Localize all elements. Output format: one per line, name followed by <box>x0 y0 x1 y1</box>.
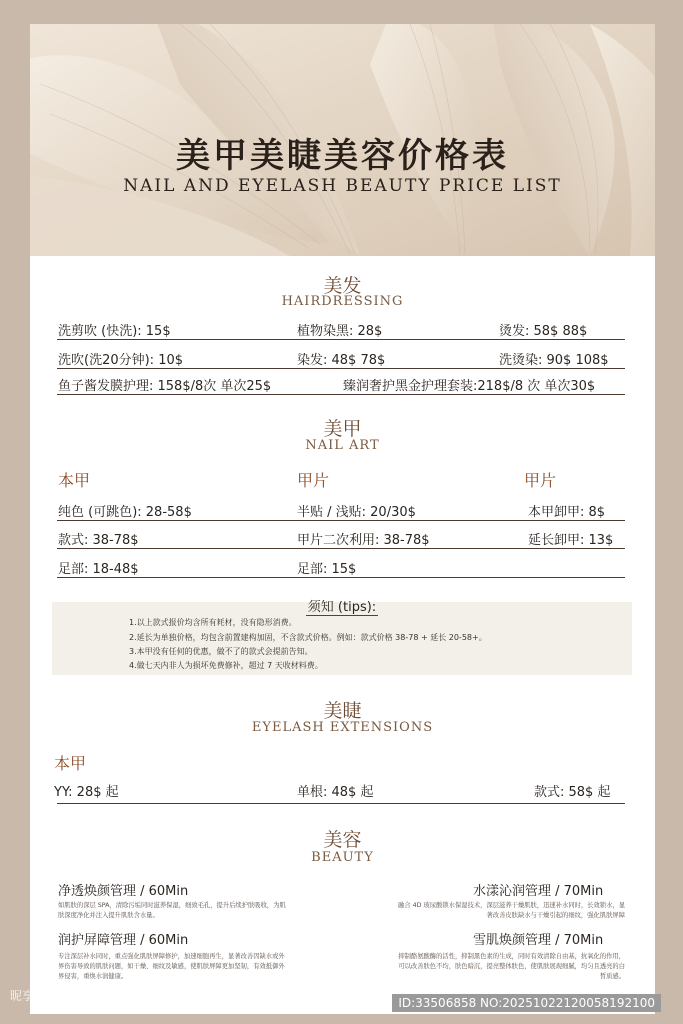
lash-column-head: 本甲 <box>54 754 87 773</box>
lash-title: 美睫 <box>323 700 362 722</box>
tips-title-text: 须知 (tips): <box>307 600 377 615</box>
watermark-id: ID:33506858 NO:20251022120058192100 <box>392 994 661 1012</box>
beauty-title: 美容 <box>323 829 362 851</box>
beauty-service-name: 净透焕颜管理 / 60Min <box>58 884 189 899</box>
divider <box>57 577 625 578</box>
divider <box>57 520 625 521</box>
divider <box>57 803 625 804</box>
hair-item: 洗吹(洗20分钟): 10$ <box>58 353 184 368</box>
nail-item: 延长卸甲: 13$ <box>528 533 614 548</box>
divider <box>57 548 625 549</box>
hair-item: 洗烫染: 90$ 108$ <box>499 353 609 368</box>
nail-item: 本甲卸甲: 8$ <box>528 505 606 520</box>
watermark-logo <box>10 985 131 1005</box>
divider <box>57 339 625 340</box>
tip-item: 3.本甲没有任何的优惠，做不了的款式会提前告知。 <box>129 647 313 656</box>
beauty-service-desc: 专注深层补水同时，重点强化肌肤屏障修护，加速细胞再生，显著改善因缺水或外界伤害导致的肌肤问题，如干燥、细纹及敏感，使肌肤屏障更加坚韧，有效抵御外界侵害，重焕水润健康。 <box>58 953 285 980</box>
hero-banner <box>30 24 655 256</box>
tip-item: 1.以上款式报价均含所有耗材，没有隐形消费。 <box>129 618 297 627</box>
tips-box <box>52 602 632 675</box>
nail-item: 足部: 15$ <box>297 562 357 577</box>
hair-item: 植物染黑: 28$ <box>297 324 383 339</box>
nail-item: 半贴 / 浅贴: 20/30$ <box>297 505 416 520</box>
divider <box>57 368 625 369</box>
hair-title: 美发 <box>323 275 362 297</box>
nail-item: 款式: 38-78$ <box>58 533 139 548</box>
nail-item: 纯色 (可跳色): 28-58$ <box>58 505 192 520</box>
tip-item: 4.做七天内非人为损坏免费修补，超过 7 天收材料费。 <box>129 661 323 670</box>
lash-item: 款式: 58$ 起 <box>534 785 611 800</box>
hair-subtitle: HAIRDRESSING <box>281 294 404 309</box>
nail-column-head: 本甲 <box>58 471 91 490</box>
lash-item: 单根: 48$ 起 <box>297 785 374 800</box>
watermark-url: www.nipic.cn <box>51 989 131 1003</box>
tip-item: 2.延长为单独价格，均包含前置建构加固，不含款式价格。例如：款式价格 38-78 + 延长 20-58+。 <box>129 633 487 642</box>
beauty-service-name: 润护屏障管理 / 60Min <box>58 933 189 948</box>
beauty-service-desc: 抑制酪氨酸酶的活性，抑制黑色素的生成，同时有效清除自由基，抗氧化的作用，可以改善肤色不均，肤色暗沉，提亮整体肤色，使肌肤展现细腻，均匀且透亮的白皙质感。 <box>398 953 625 980</box>
hair-item: 臻润奢护黑金护理套装:218$/8 次 单次30$ <box>343 379 596 394</box>
nail-column-head: 甲片 <box>524 471 557 490</box>
beauty-service-name: 雪肌焕颜管理 / 70Min <box>473 933 604 948</box>
nail-item: 足部: 18-48$ <box>58 562 139 577</box>
nail-title: 美甲 <box>323 418 362 440</box>
lash-item: YY: 28$ 起 <box>54 785 119 800</box>
nail-item: 甲片二次利用: 38-78$ <box>297 533 430 548</box>
beauty-service-desc: 融合 4D 玻尿酸锁水保湿技术，深层滋养干燥肌肤，迅速补水同时，长效锁水，显著改善皮肤缺水与干燥引起的细纹，强化肌肤屏障 <box>398 902 625 919</box>
watermark-logo-text: 昵享网 <box>10 989 47 1003</box>
hair-item: 鱼子酱发膜护理: 158$/8次 单次25$ <box>58 379 272 394</box>
nail-column-head: 甲片 <box>297 471 330 490</box>
page-title: 美甲美睫美容价格表 <box>176 136 509 176</box>
nail-subtitle: NAIL ART <box>305 438 380 453</box>
tips-title <box>52 596 632 615</box>
beauty-service-desc: 如肌肤的深层 SPA，清除污垢同时滋养保湿，细致毛孔，提升后续护肤吸收，为肌肤深度净化并注入提升肌肤含水量。 <box>58 902 286 919</box>
divider <box>57 394 625 395</box>
hair-item: 洗剪吹 (快洗): 15$ <box>58 324 171 339</box>
beauty-service-name: 水漾沁润管理 / 70Min <box>473 884 604 899</box>
page-subtitle: NAIL AND EYELASH BEAUTY PRICE LIST <box>123 176 562 196</box>
hair-item: 烫发: 58$ 88$ <box>499 324 588 339</box>
hair-item: 染发: 48$ 78$ <box>297 353 386 368</box>
lash-subtitle: EYELASH EXTENSIONS <box>251 720 434 735</box>
beauty-subtitle: BEAUTY <box>311 850 374 865</box>
price-list-card <box>30 24 655 1014</box>
